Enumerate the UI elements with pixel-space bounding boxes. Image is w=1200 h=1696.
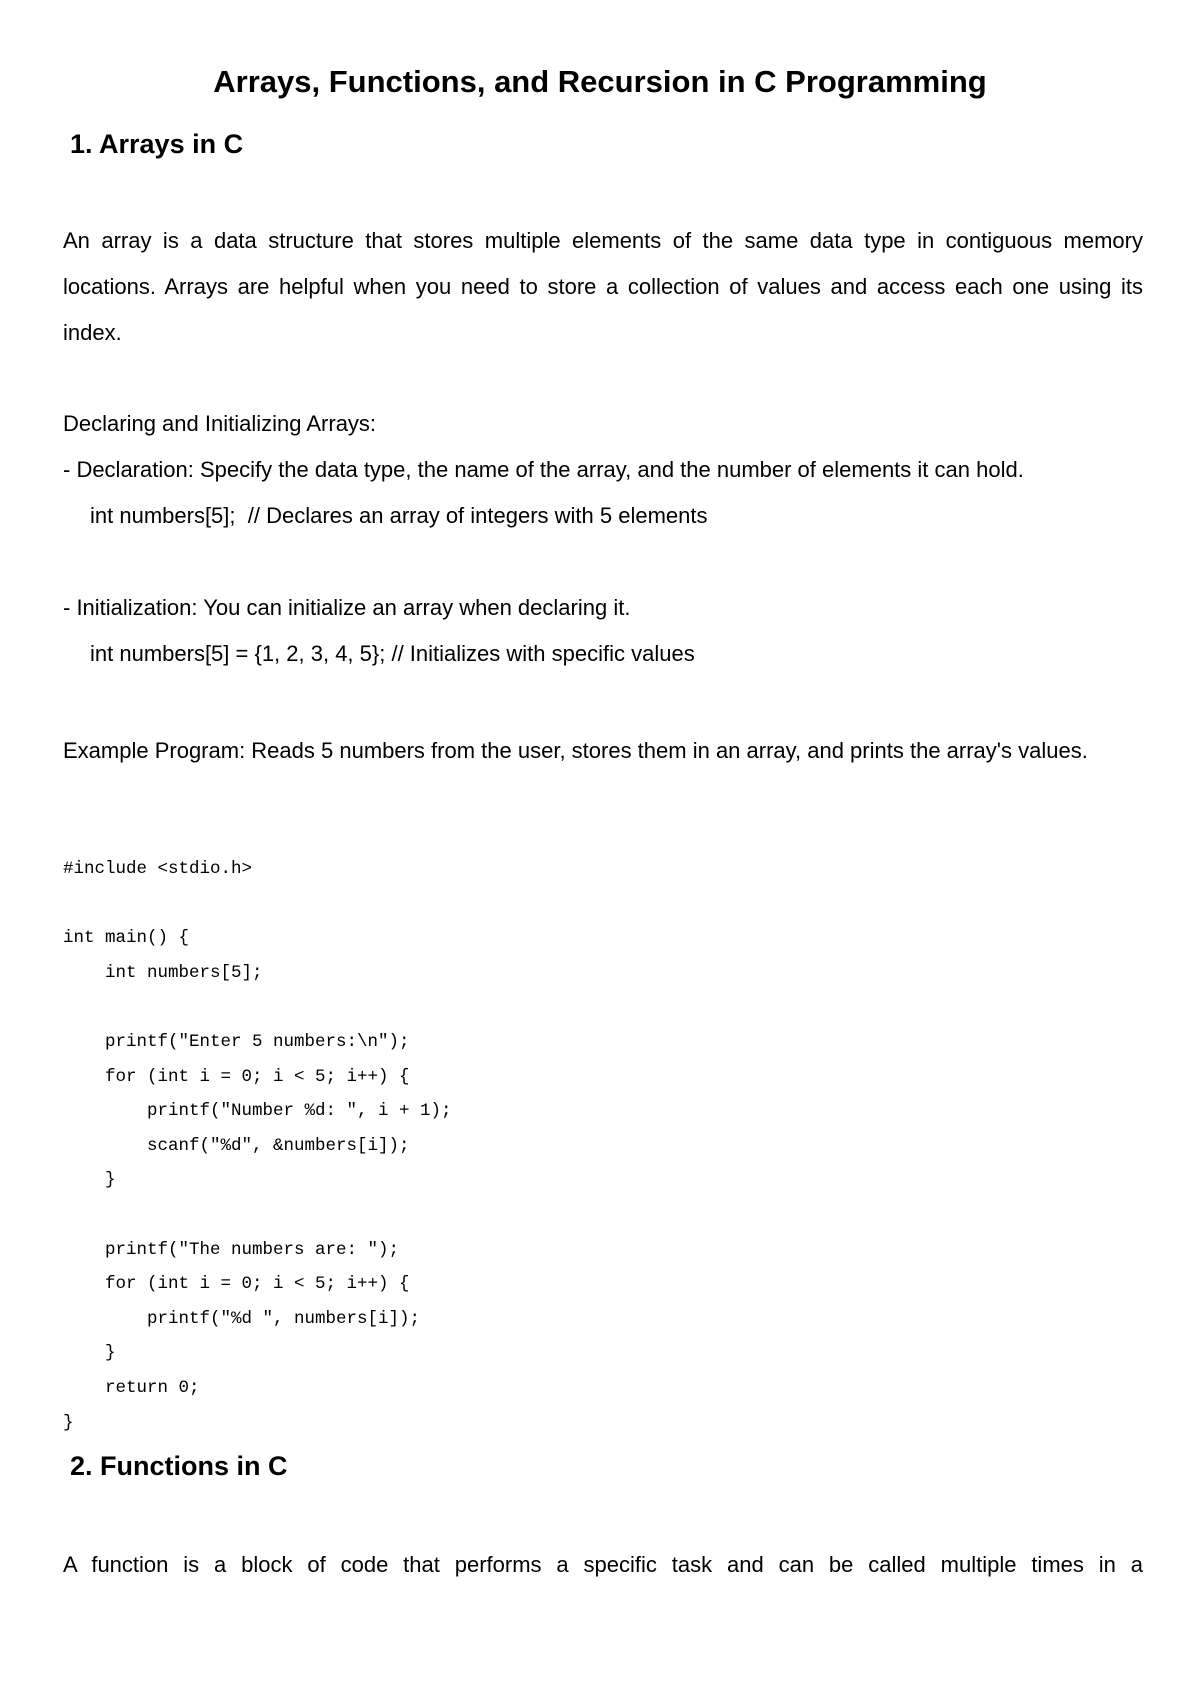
initialization-description: - Initialization: You can initialize an array when declaring it. [63,595,631,620]
document-title: Arrays, Functions, and Recursion in C Programming [213,64,987,99]
arrays-intro-paragraph: An array is a data structure that stores multiple elements of the same data type in contiguous memory locations. Arrays are helpful when you need to store a collection of values and access each one using its index. [63,228,1143,345]
example-code-block: #include <stdio.h> int main() { int numbers[5]; printf("Enter 5 numbers:\n"); for (int i = 0; i < 5; i++) { printf("Number %d: ", i + 1); scanf("%d", &numbers[i]); } printf("The numbers are: "); for (int i = 0; i < 5; i++) { printf("%d ", numbers[i]); } return 0; } [63,859,452,1433]
declaration-description: - Declaration: Specify the data type, the name of the array, and the number of elements it can hold. [63,457,1024,482]
declaring-arrays-heading: Declaring and Initializing Arrays: [63,411,377,436]
section-heading-arrays: 1. Arrays in C [70,129,244,159]
functions-intro-paragraph: A function is a block of code that performs a specific task and can be called multiple times in a [63,1552,1143,1577]
initialization-code-example: int numbers[5] = {1, 2, 3, 4, 5}; // Initializes with specific values [90,641,695,666]
section-heading-functions: 2. Functions in C [70,1451,288,1481]
example-program-description: Example Program: Reads 5 numbers from the user, stores them in an array, and prints the array's values. [63,738,1088,763]
declaration-code-example: int numbers[5]; // Declares an array of integers with 5 elements [90,503,708,528]
